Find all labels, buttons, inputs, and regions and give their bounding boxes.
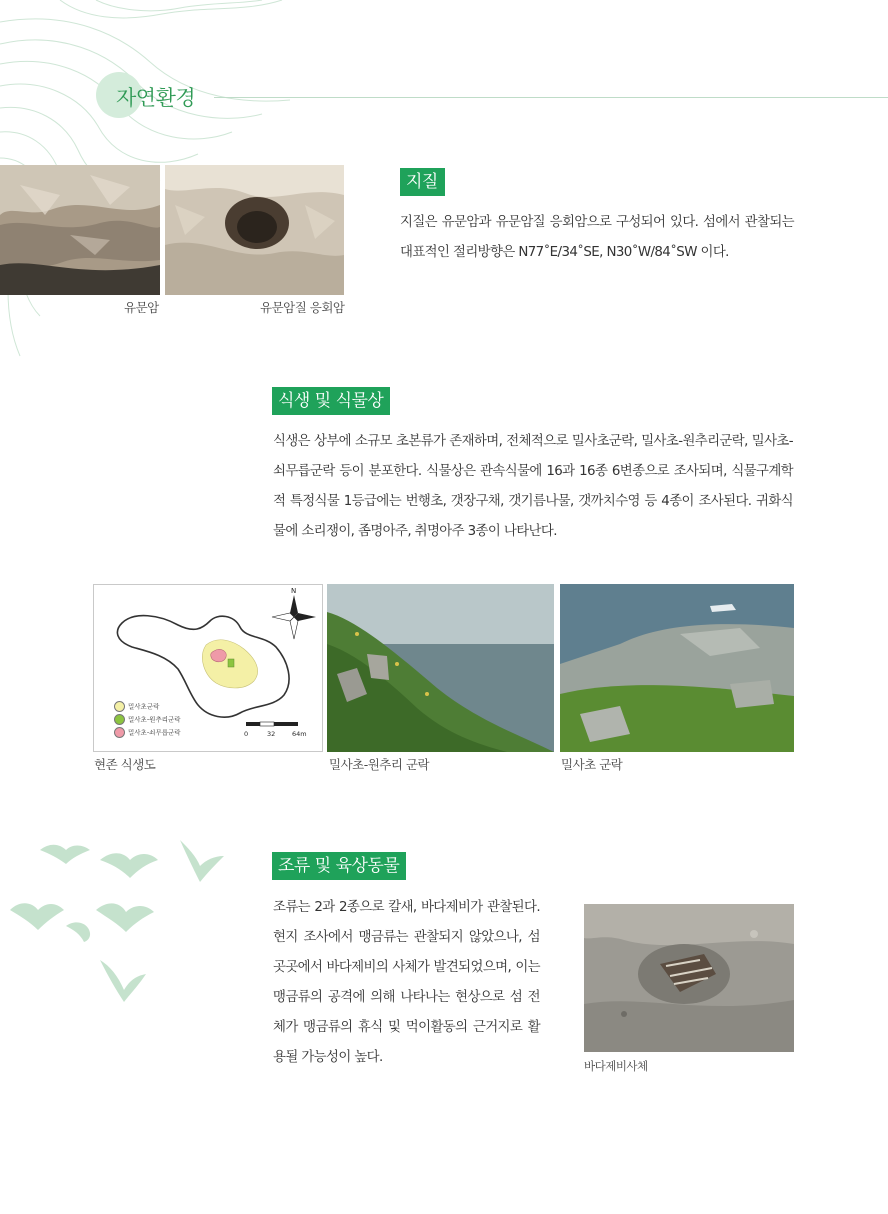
photo-caption: 밀사초-원추리 군락 [329,757,430,772]
cliff-sea-boat-photo [560,584,794,752]
north-label: N [291,587,297,595]
photo-caption: 밀사초 군락 [561,757,623,772]
legend-color-icon [114,727,125,738]
vegetation-heading: 식생 및 식물상 [272,387,390,415]
legend-item: 밀사초-원추리군락 [114,714,181,725]
grass-slope-photo [327,584,554,752]
scale-label: 0 [244,730,249,738]
photo-caption: 유문암질 응회암 [260,300,345,315]
rhyolite-rock-photo [0,165,160,295]
legend-color-icon [114,714,125,725]
bird-silhouette-decoration [0,830,250,1030]
vegetation-map [93,584,323,752]
legend-color-icon [114,701,125,712]
fauna-paragraph: 조류는 2과 2종으로 칼새, 바다제비가 관찰된다. 현지 조사에서 맹금류는 관찰되지 않았으나, 섬 곳곳에서 바다제비의 사체가 발견되었으며, 이는 맹금류의 공격에 의해 나타나는 현상으로 섬 전체가 맹금류의 휴식 및 먹이활동의 근거지로 활용될 가능성이 높다. [273,900,540,1065]
legend-item: 밀사초-쇠무릅군락 [114,727,181,738]
photo-caption: 유문암 [124,300,159,315]
scale-label: 32 [267,730,276,738]
fauna-heading: 조류 및 육상동물 [272,852,406,880]
legend-item: 밀사초군락 [114,701,159,712]
cliff-sea-photo [560,584,794,752]
grass-slope-sea-photo [327,584,554,752]
geology-paragraph: 지질은 유문암과 유문암질 응회암으로 구성되어 있다. 섬에서 관찰되는 대표적인 절리방향은 N77˚E/34˚SE, N30˚W/84˚SW 이다. [400,215,794,260]
title-divider [214,97,888,98]
rhyolitic-tuff-photo [165,165,344,295]
rhyolite-photo [0,165,160,295]
page-title: 자연환경 [116,86,196,110]
storm-petrel-photo [584,904,794,1052]
geology-heading: 지질 [400,168,445,196]
photo-caption: 바다제비사체 [584,1059,648,1073]
rhyolitic-tuff-photo [165,165,344,295]
vegetation-paragraph: 식생은 상부에 소규모 초본류가 존재하며, 전체적으로 밀사초군락, 밀사초-원추리군락, 밀사초-쇠무릅군락 등이 분포한다. 식물상은 관속식물에 16과 16종 6변종으로 조사되며, 식물구계학적 특정식물 1등급에는 번행초, 갯장구채, 갯기름나물, 갯까치수영 등 4종이 조사된다. 귀화식물에 소리쟁이, 좀명아주, 취명아주 3종이 나타난다. [273,434,793,539]
map-caption: 현존 식생도 [94,757,156,772]
scale-label: 64m [292,730,307,738]
storm-petrel-carcass-photo [584,904,794,1052]
